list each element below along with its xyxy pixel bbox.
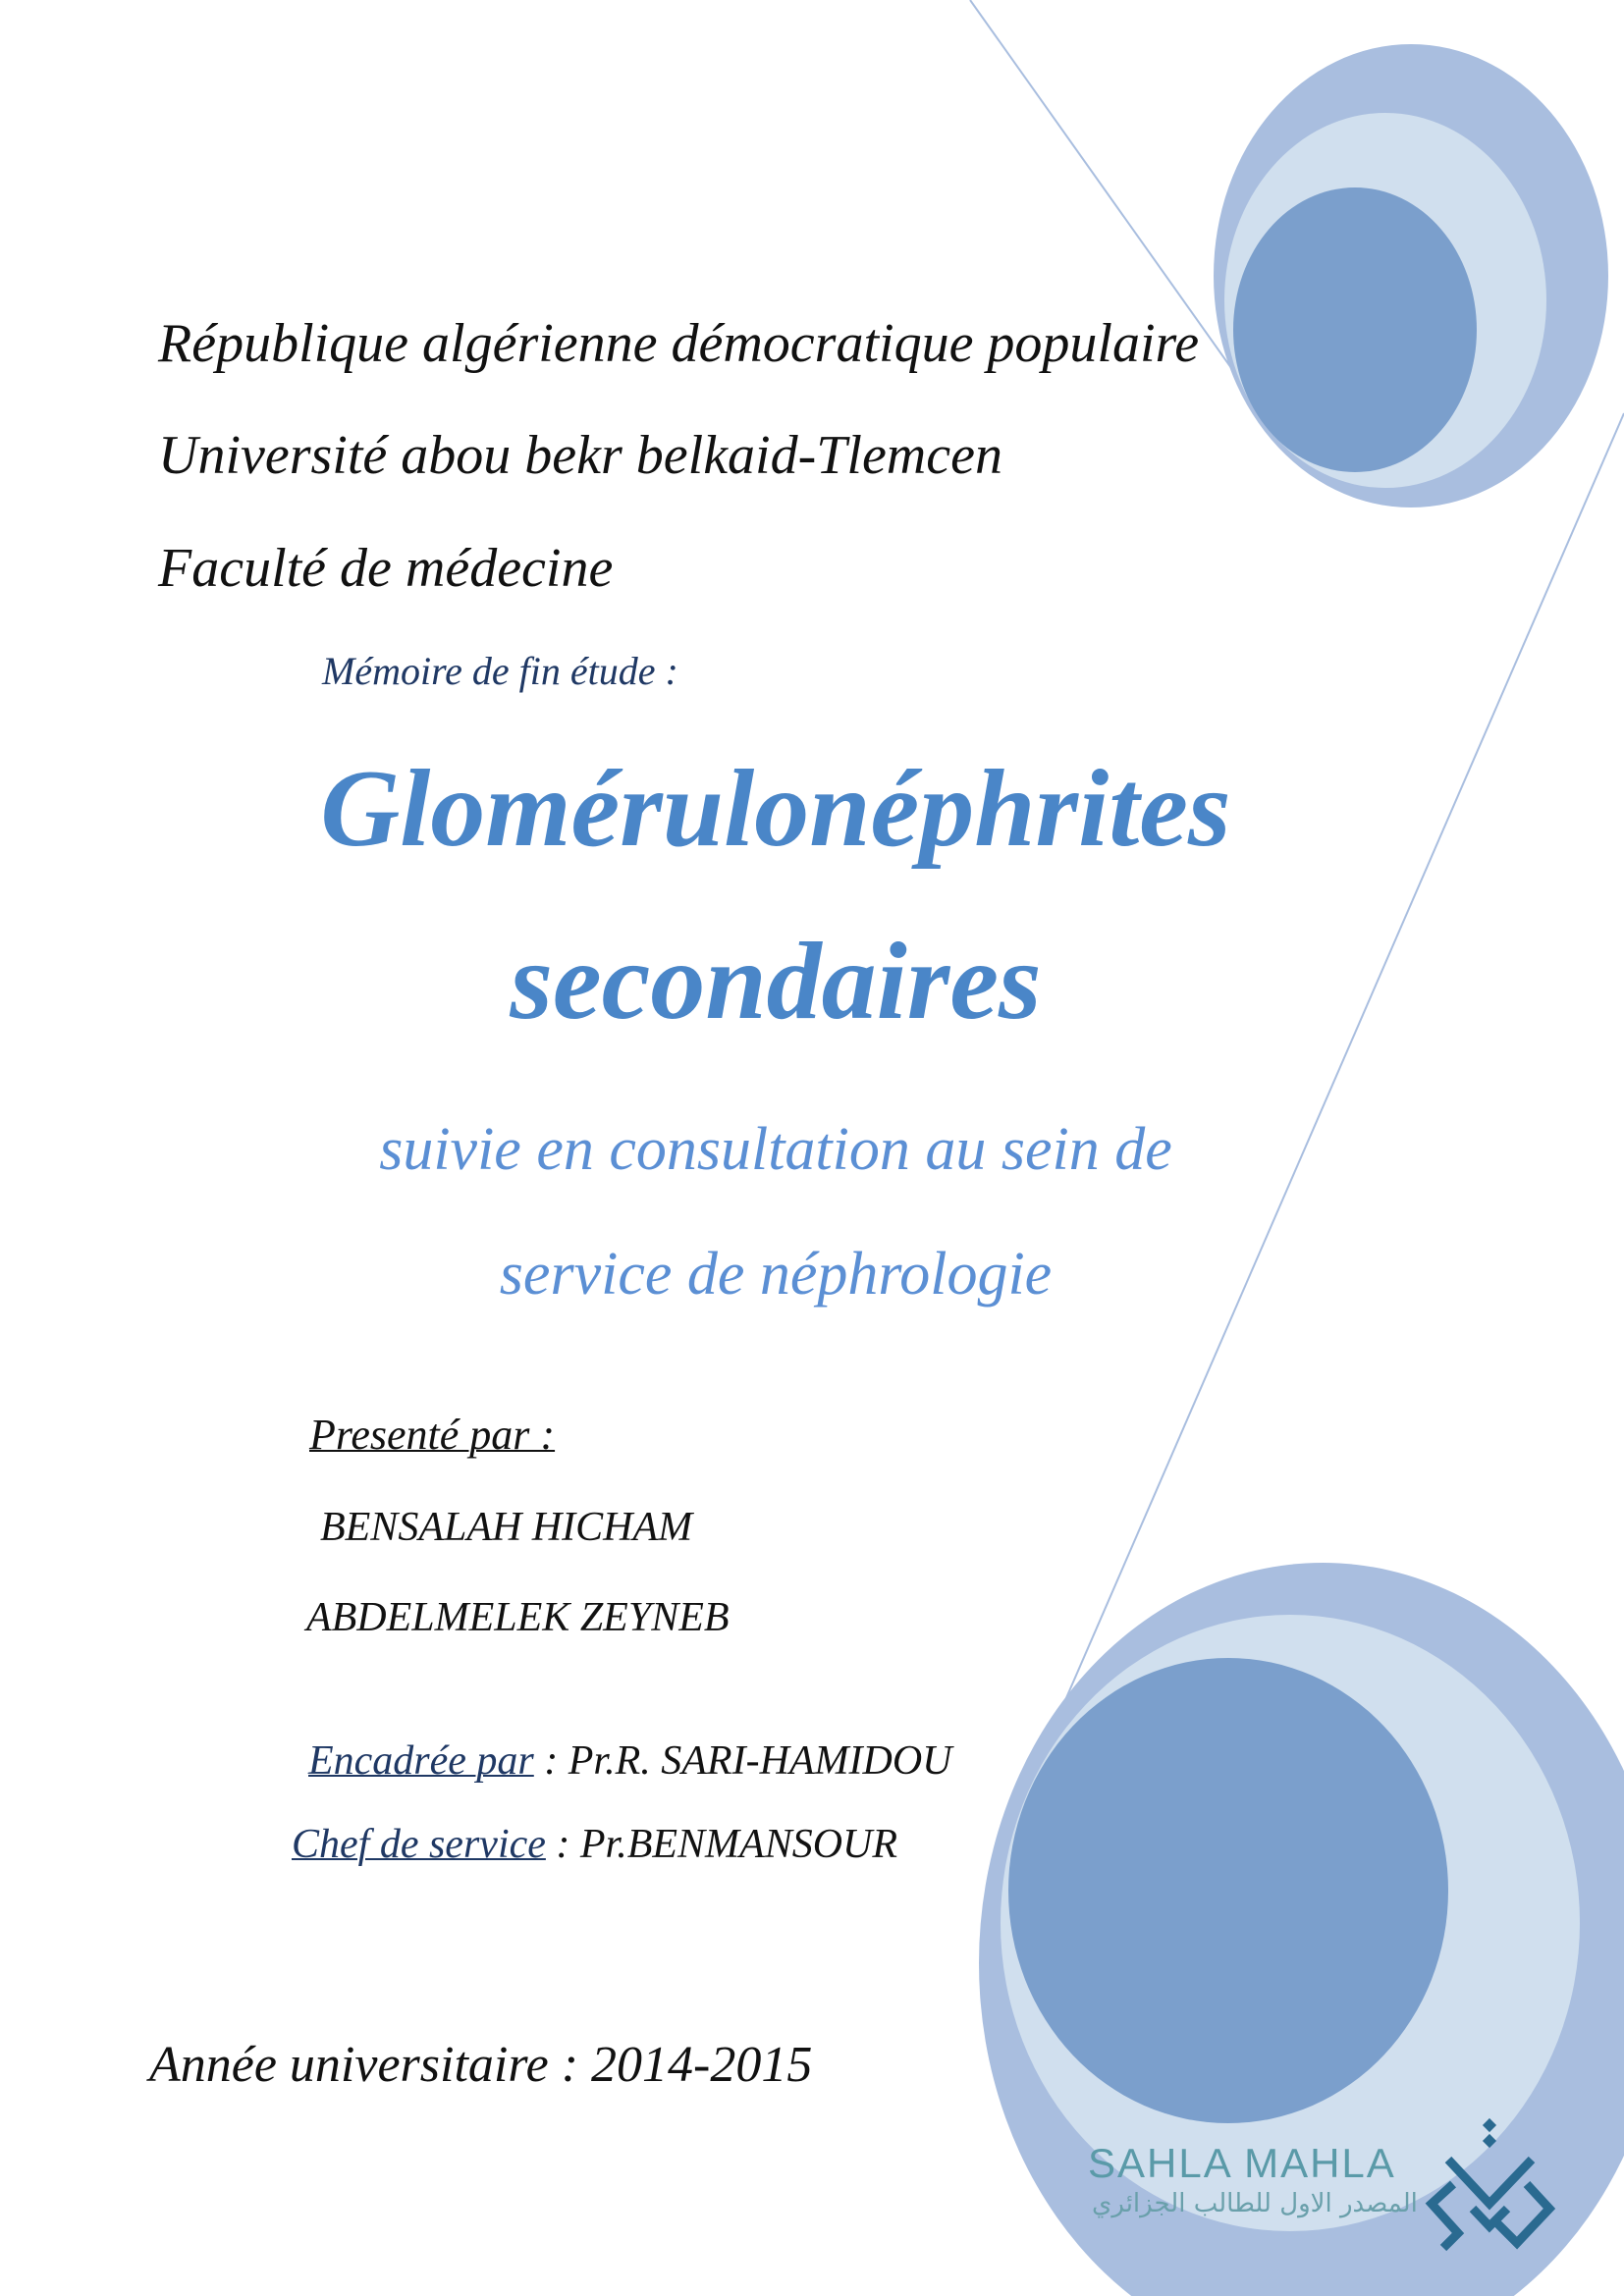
chief-label: Chef de service [292, 1822, 546, 1867]
chief-name: Pr.BENMANSOUR [579, 1822, 898, 1867]
supervisor-line [308, 1740, 952, 1782]
header-faculty: Faculté de médecine [158, 538, 614, 599]
title-line-1: Glomérulonéphrites [320, 748, 1231, 870]
memoire-label: Mémoire de fin étude : [322, 649, 678, 693]
chief-line [292, 1824, 897, 1865]
presented-by-label: Presenté par : [309, 1411, 556, 1459]
diagonal-line-right [1053, 413, 1624, 1730]
watermark-tagline: المصدر الاول للطالب الجزائري [1092, 2189, 1418, 2218]
chief-separator: : [545, 1822, 580, 1867]
supervisor-name: Pr.R. SARI-HAMIDOU [568, 1738, 952, 1784]
header-republic: République algérienne démocratique populaire [158, 313, 1200, 374]
author-name: ABDELMELEK ZEYNEB [306, 1595, 730, 1640]
supervisor-separator: : [533, 1738, 568, 1784]
bottom-circle-inner [1008, 1658, 1448, 2123]
subtitle-line-1: suivie en consultation au sein de [379, 1116, 1172, 1183]
subtitle-line-2: service de néphrologie [499, 1241, 1053, 1308]
author-name: BENSALAH HICHAM [320, 1505, 693, 1550]
title-line-2: secondaires [510, 921, 1042, 1042]
supervisor-label: Encadrée par [308, 1738, 534, 1784]
watermark-brand: SAHLA MAHLA [1088, 2140, 1396, 2186]
top-circle-inner [1233, 187, 1477, 472]
header-university: Université abou bekr belkaid-Tlemcen [158, 425, 1002, 486]
academic-year: Année universitaire : 2014-2015 [149, 2037, 813, 2093]
